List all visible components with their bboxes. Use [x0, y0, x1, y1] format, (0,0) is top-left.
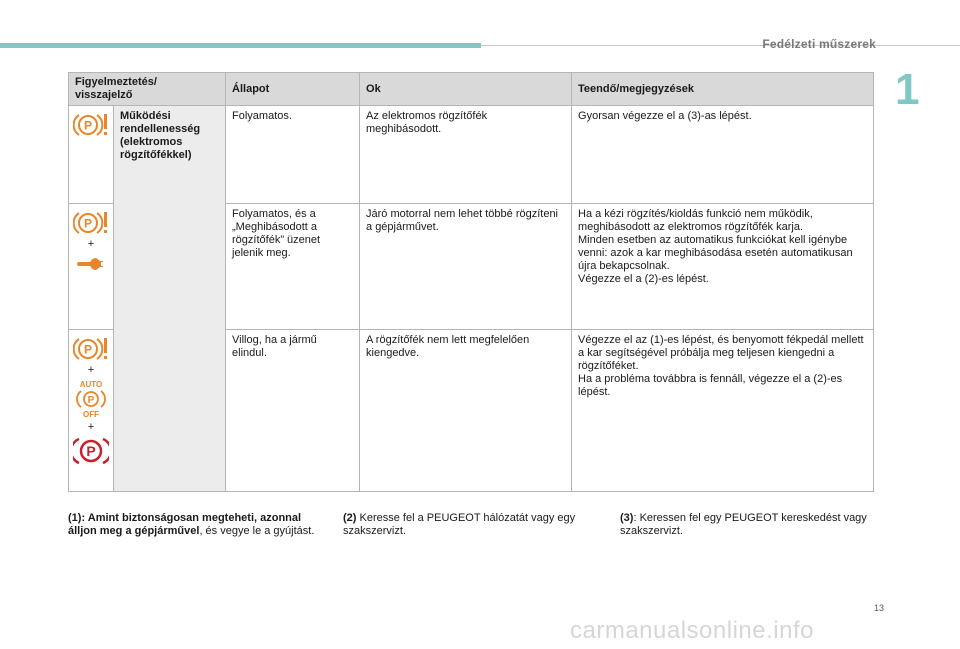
col-header-warning: Figyelmeztetés/ visszajelző — [69, 73, 226, 106]
section-title: Fedélzeti műszerek — [762, 37, 876, 51]
action-cell: Ha a kézi rögzítés/kioldás funkció nem működik, meghibásodott az elektromos rögzítőfék karja. Minden esetben az automatikus funkciókat kell igénybe venni: azok a kar meghibásodása esetén automatikusan újra bekapcsolnak. Végezze el a (2)-es lépést. — [572, 204, 874, 330]
icon-cell — [69, 330, 114, 492]
warning-table — [68, 72, 874, 492]
footnote-text: Keresse fel a PEUGEOT hálózatát vagy egy szakszervizt. — [343, 512, 576, 537]
action-cell: Gyorsan végezze el a (3)-as lépést. — [572, 106, 874, 204]
table-row — [69, 106, 874, 204]
page-number: 13 — [874, 603, 885, 613]
table-header-row — [69, 73, 874, 106]
cause-cell: Az elektromos rögzítőfék meghibásodott. — [360, 106, 572, 204]
footnote-text: , és vegye le a gyújtást. — [199, 525, 315, 537]
chapter-number: 1 — [895, 65, 920, 114]
cause-cell: A rögzítőfék nem lett megfelelően kiengedve. — [360, 330, 572, 492]
footnote-bold-text: : Amint biztonságosan megteheti, azonnal álljon meg a gépjárművel — [68, 512, 302, 537]
watermark: carmanualsonline.info — [570, 617, 814, 644]
col-header-cause: Ok — [360, 73, 572, 106]
col-header-action: Teendő/megjegyzések — [572, 73, 874, 106]
svg-text:P: P — [86, 443, 96, 459]
header-rule — [481, 45, 960, 46]
footnote-1 — [68, 512, 323, 538]
footnote-3 — [620, 512, 870, 538]
plus-sign: + — [87, 238, 95, 250]
warning-name: Működési rendellenesség (elektromos rögzítőfékkel) — [114, 106, 226, 492]
col-header-state: Állapot — [226, 73, 360, 106]
parking-brake-warning-icon — [73, 210, 109, 236]
cause-cell: Járó motorral nem lehet többé rögzíteni a gépjárművet. — [360, 204, 572, 330]
plus-sign: + — [87, 421, 95, 433]
plus-sign: + — [87, 364, 95, 376]
svg-text:P: P — [83, 216, 93, 231]
off-label: OFF — [83, 410, 99, 419]
red-parking-brake-icon — [73, 436, 109, 466]
parking-brake-warning-icon — [73, 112, 109, 138]
footnote-text: : Keressen fel egy PEUGEOT kereskedést vagy szakszervizt. — [620, 512, 867, 537]
header-accent-bar — [0, 43, 481, 48]
parking-brake-warning-icon — [73, 336, 109, 362]
footnote-ref: (2) — [343, 512, 357, 524]
auto-label: AUTO — [79, 380, 103, 389]
wrench-icon — [76, 253, 106, 275]
svg-text:P: P — [83, 118, 93, 133]
action-cell: Végezze el az (1)-es lépést, és benyomott fékpedál mellett a kar segítségével próbálja meg teljesen kiengedni a rögzítőféket. Ha a probléma továbbra is fennáll, végezze el a (2)-es lépést. — [572, 330, 874, 492]
footnote-ref: (3) — [620, 512, 634, 524]
state-cell: Folyamatos. — [226, 106, 360, 204]
state-cell: Folyamatos, és a „Meghibásodott a rögzítőfék” üzenet jelenik meg. — [226, 204, 360, 330]
icon-cell — [69, 204, 114, 330]
footnote-ref: (1) — [68, 512, 82, 524]
svg-text:P: P — [87, 395, 95, 406]
svg-text:P: P — [83, 342, 93, 357]
auto-off-brake-icon — [75, 379, 107, 419]
footnote-2 — [343, 512, 603, 538]
state-cell: Villog, ha a jármű elindul. — [226, 330, 360, 492]
icon-cell — [69, 106, 114, 204]
